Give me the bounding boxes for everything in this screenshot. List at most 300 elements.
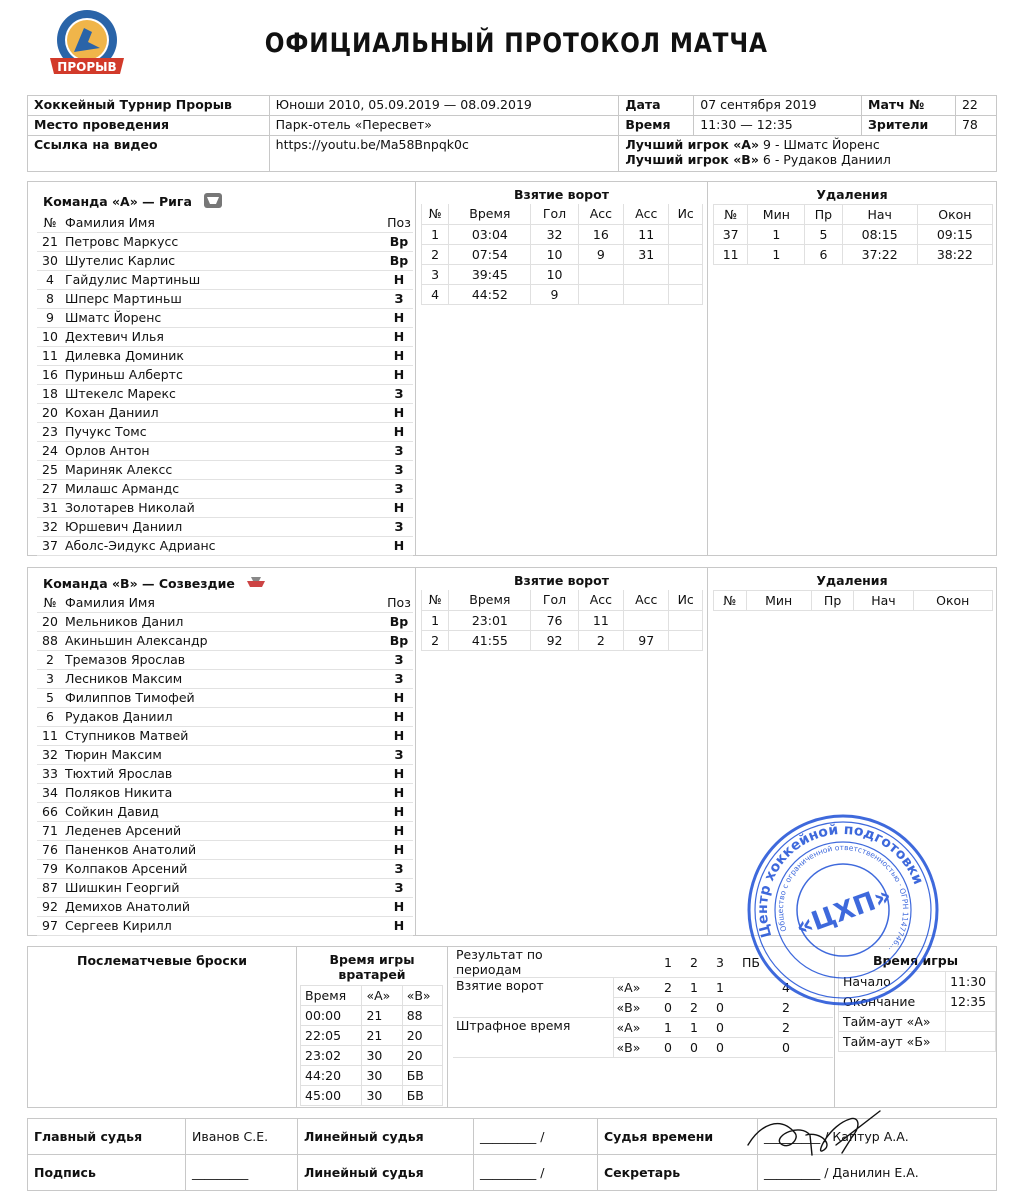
team-a-goals-title: Взятие ворот — [514, 187, 609, 202]
penalty-row — [714, 225, 993, 245]
player-position: Н — [385, 802, 413, 821]
player-number: 79 — [37, 859, 63, 878]
column-header: «В» — [402, 986, 442, 1006]
shootout-title: Послематчевые броски — [76, 953, 247, 968]
column-header: Асс — [578, 204, 623, 224]
player-position: Н — [385, 346, 413, 365]
team-b-logo — [245, 575, 267, 592]
best-a-value: 9 - Шматс Йоренс — [763, 137, 880, 152]
match-info-table — [27, 95, 997, 172]
player-number: 92 — [37, 897, 63, 916]
column-header: Асс — [624, 590, 669, 610]
game-time-value — [946, 1032, 996, 1052]
player-position: Н — [385, 365, 413, 384]
team-a-tag: «А» — [613, 978, 661, 998]
player-name: Шматс Йоренс — [63, 308, 385, 327]
pim-a-p3: 0 — [713, 1018, 739, 1038]
table-cell — [624, 264, 669, 284]
player-name: Орлов Антон — [63, 441, 385, 460]
player-position: Вр — [385, 631, 413, 650]
player-row — [37, 612, 413, 631]
player-position: Н — [385, 726, 413, 745]
player-position: Н — [385, 403, 413, 422]
tournament-value: Юноши 2010, 05.09.2019 — 08.09.2019 — [269, 96, 619, 116]
player-name: Колпаков Арсений — [63, 859, 385, 878]
player-number: 87 — [37, 878, 63, 897]
table-cell: 30 — [362, 1046, 402, 1066]
player-position: Н — [385, 327, 413, 346]
table-cell: 23:02 — [301, 1046, 362, 1066]
pim-b-total: 0 — [779, 1038, 833, 1058]
team-b-goals-table — [421, 590, 703, 651]
table-cell: 30 — [362, 1086, 402, 1106]
chief-referee-label: Главный судья — [28, 1119, 186, 1155]
player-row — [37, 859, 413, 878]
player-name: Кохан Даниил — [63, 403, 385, 422]
period-shootout-head: ПБ — [739, 947, 779, 978]
player-row — [37, 308, 413, 327]
player-number: 32 — [37, 745, 63, 764]
table-cell: 30 — [362, 1066, 402, 1086]
col-number: № — [37, 213, 63, 232]
best-b-label: Лучший игрок «В» — [625, 152, 759, 167]
player-name: Леденев Арсений — [63, 821, 385, 840]
team-b-penalties-title: Удаления — [816, 573, 888, 588]
table-cell: 44:52 — [449, 284, 531, 304]
column-header: Гол — [531, 590, 578, 610]
table-cell: 2 — [422, 630, 449, 650]
venue-label: Место проведения — [28, 116, 270, 136]
player-position: З — [385, 289, 413, 308]
player-position: Н — [385, 764, 413, 783]
player-position: З — [385, 745, 413, 764]
chief-referee-value: Иванов С.Е. — [186, 1119, 298, 1155]
column-header: Время — [449, 204, 531, 224]
period-2-head: 2 — [687, 947, 713, 978]
player-number: 31 — [37, 498, 63, 517]
player-position: Н — [385, 498, 413, 517]
spectators-label: Зрители — [862, 116, 956, 136]
table-cell: 07:54 — [449, 244, 531, 264]
goals-b-p3: 0 — [713, 998, 739, 1018]
player-position: З — [385, 441, 413, 460]
player-number: 37 — [37, 536, 63, 555]
table-cell: 22:05 — [301, 1026, 362, 1046]
table-cell: 1 — [422, 610, 449, 630]
team-b-goals-title: Взятие ворот — [514, 573, 609, 588]
player-name: Ступников Матвей — [63, 726, 385, 745]
player-row — [37, 764, 413, 783]
linesman-2-value: _________ / — [474, 1155, 598, 1191]
team-a-tag: «А» — [613, 1018, 661, 1038]
video-link[interactable]: https://youtu.be/Ma58Bnpqk0c — [269, 136, 619, 172]
player-row — [37, 517, 413, 536]
table-cell: 37:22 — [842, 245, 917, 265]
player-number: 9 — [37, 308, 63, 327]
player-name: Юршевич Даниил — [63, 517, 385, 536]
player-number: 27 — [37, 479, 63, 498]
goals-row-label: Взятие ворот — [453, 978, 613, 1018]
player-name: Пучукс Томс — [63, 422, 385, 441]
player-row — [37, 346, 413, 365]
game-time-row — [839, 1032, 996, 1052]
column-header: Мин — [748, 205, 805, 225]
column-header: № — [714, 205, 748, 225]
game-time-label: Окончание — [839, 992, 946, 1012]
player-name: Тюхтий Ярослав — [63, 764, 385, 783]
player-number: 88 — [37, 631, 63, 650]
player-row — [37, 441, 413, 460]
player-row — [37, 498, 413, 517]
pim-a-total: 2 — [779, 1018, 833, 1038]
table-cell: 21 — [362, 1026, 402, 1046]
player-row — [37, 897, 413, 916]
column-header: Мин — [746, 591, 811, 611]
player-name: Дехтевич Илья — [63, 327, 385, 346]
column-header: Окон — [913, 591, 993, 611]
player-row — [37, 327, 413, 346]
time-value: 11:30 — 12:35 — [694, 116, 862, 136]
team-a-title — [43, 189, 224, 214]
venue-value: Парк-отель «Пересвет» — [269, 116, 619, 136]
official-stamp — [745, 812, 941, 1008]
player-number: 32 — [37, 517, 63, 536]
game-time-value: 12:35 — [946, 992, 996, 1012]
player-number: 24 — [37, 441, 63, 460]
date-value: 07 сентября 2019 — [694, 96, 862, 116]
stamp-center-text: «ЦХП» — [791, 880, 896, 943]
player-name: Паненков Анатолий — [63, 840, 385, 859]
goals-a-p1: 2 — [661, 978, 687, 998]
game-time-value — [946, 1012, 996, 1032]
column-header: № — [422, 590, 449, 610]
team-a-goals-table — [421, 204, 703, 305]
goals-b-p2: 2 — [687, 998, 713, 1018]
signature-value: _________ — [186, 1155, 298, 1191]
col-position: Поз — [385, 593, 413, 612]
table-cell: 32 — [531, 224, 578, 244]
goalie-time-table — [300, 985, 443, 1106]
player-number: 21 — [37, 232, 63, 251]
table-cell: 9 — [578, 244, 623, 264]
player-row — [37, 384, 413, 403]
player-name: Дилевка Доминик — [63, 346, 385, 365]
player-number: 34 — [37, 783, 63, 802]
player-row — [37, 745, 413, 764]
goal-row — [422, 244, 703, 264]
goalie-row — [301, 1066, 443, 1086]
goal-row — [422, 284, 703, 304]
pim-b-so — [739, 1038, 779, 1058]
timekeeper-label: Судья времени — [598, 1119, 758, 1155]
player-number: 71 — [37, 821, 63, 840]
game-time-title: Время игры — [872, 953, 959, 968]
player-row — [37, 726, 413, 745]
player-name: Золотарев Николай — [63, 498, 385, 517]
table-cell: 2 — [578, 630, 623, 650]
table-cell: 21 — [362, 1006, 402, 1026]
team-b-tag: «В» — [613, 1038, 661, 1058]
team-a-roster — [28, 182, 416, 555]
player-name: Поляков Никита — [63, 783, 385, 802]
goalie-row — [301, 1026, 443, 1046]
player-row — [37, 688, 413, 707]
best-a-label: Лучший игрок «А» — [625, 137, 760, 152]
table-cell: 11 — [714, 245, 748, 265]
player-name: Петровс Маркусс — [63, 232, 385, 251]
player-row — [37, 403, 413, 422]
player-row — [37, 251, 413, 270]
table-cell: 97 — [624, 630, 669, 650]
player-name: Шишкин Георгий — [63, 878, 385, 897]
linesman-2-label: Линейный судья — [298, 1155, 474, 1191]
table-cell: 11 — [624, 224, 669, 244]
column-header: Пр — [811, 591, 854, 611]
team-b-goals — [416, 568, 708, 935]
pim-b-p2: 0 — [687, 1038, 713, 1058]
table-cell: 92 — [531, 630, 578, 650]
player-name: Сергеев Кирилл — [63, 916, 385, 935]
player-number: 4 — [37, 270, 63, 289]
column-header: Нач — [842, 205, 917, 225]
player-number: 3 — [37, 669, 63, 688]
stamp-ring-outer: Центр хоккейной подготовки — [754, 821, 927, 940]
goals-a-total: 4 — [779, 978, 833, 998]
player-number: 6 — [37, 707, 63, 726]
column-header: Асс — [624, 204, 669, 224]
goalie-row — [301, 1086, 443, 1106]
player-name: Мельников Данил — [63, 612, 385, 631]
table-cell: 45:00 — [301, 1086, 362, 1106]
table-cell: 5 — [805, 225, 842, 245]
player-name: Сойкин Давид — [63, 802, 385, 821]
player-row — [37, 631, 413, 650]
player-position: Н — [385, 308, 413, 327]
player-position: З — [385, 384, 413, 403]
team-b-tag: «В» — [613, 998, 661, 1018]
team-b-title — [43, 575, 267, 592]
table-cell: 44:20 — [301, 1066, 362, 1086]
team-b-roster — [28, 568, 416, 935]
player-row — [37, 669, 413, 688]
handwritten-signature — [740, 1105, 890, 1165]
player-row — [37, 479, 413, 498]
player-name: Шперс Мартиньш — [63, 289, 385, 308]
pim-a-p2: 1 — [687, 1018, 713, 1038]
table-cell: 10 — [531, 264, 578, 284]
table-cell: 37 — [714, 225, 748, 245]
player-position: З — [385, 650, 413, 669]
goals-b-p1: 0 — [661, 998, 687, 1018]
table-cell: 23:01 — [449, 610, 531, 630]
logo-text: ПРОРЫВ — [57, 60, 117, 74]
column-header: Ис — [669, 204, 703, 224]
linesman-1-label: Линейный судья — [298, 1119, 474, 1155]
best-players — [619, 136, 997, 172]
player-number: 20 — [37, 612, 63, 631]
table-cell — [669, 630, 703, 650]
pim-b-p1: 0 — [661, 1038, 687, 1058]
column-header: Гол — [531, 204, 578, 224]
goal-row — [422, 224, 703, 244]
table-cell: 09:15 — [917, 225, 992, 245]
table-cell: 88 — [402, 1006, 442, 1026]
player-position: Н — [385, 840, 413, 859]
table-cell — [669, 244, 703, 264]
col-name: Фамилия Имя — [63, 213, 385, 232]
spectators-value: 78 — [955, 116, 996, 136]
player-row — [37, 270, 413, 289]
goalie-row — [301, 1006, 443, 1026]
table-cell: 00:00 — [301, 1006, 362, 1026]
player-name: Штекелс Марекс — [63, 384, 385, 403]
player-position: Вр — [385, 612, 413, 631]
period-results-title: Результат по периодам — [453, 947, 613, 978]
goals-a-p2: 1 — [687, 978, 713, 998]
column-header: Время — [449, 590, 531, 610]
team-a-players-table — [37, 213, 413, 556]
table-cell: 20 — [402, 1046, 442, 1066]
table-cell: 11 — [578, 610, 623, 630]
player-number: 66 — [37, 802, 63, 821]
goals-b-total: 2 — [779, 998, 833, 1018]
player-number: 20 — [37, 403, 63, 422]
table-cell: 6 — [805, 245, 842, 265]
linesman-1-value: _________ / — [474, 1119, 598, 1155]
player-position: Н — [385, 422, 413, 441]
player-row — [37, 536, 413, 555]
table-cell: 16 — [578, 224, 623, 244]
table-cell: 08:15 — [842, 225, 917, 245]
player-name: Аболс-Эидукс Адрианс — [63, 536, 385, 555]
player-name: Демихов Анатолий — [63, 897, 385, 916]
table-cell: 20 — [402, 1026, 442, 1046]
table-cell: 31 — [624, 244, 669, 264]
penalty-row — [714, 245, 993, 265]
table-cell — [624, 610, 669, 630]
player-row — [37, 650, 413, 669]
table-cell — [578, 264, 623, 284]
team-b-penalties — [708, 568, 996, 611]
player-position: Вр — [385, 232, 413, 251]
player-name: Гайдулис Мартиньш — [63, 270, 385, 289]
player-number: 23 — [37, 422, 63, 441]
player-position: Н — [385, 270, 413, 289]
table-cell — [624, 284, 669, 304]
player-row — [37, 783, 413, 802]
column-header: Нач — [854, 591, 913, 611]
player-position: Вр — [385, 251, 413, 270]
column-header: «А» — [362, 986, 402, 1006]
table-cell: 1 — [748, 245, 805, 265]
player-name: Милашс Армандс — [63, 479, 385, 498]
period-1-head: 1 — [661, 947, 687, 978]
player-name: Шутелис Карлис — [63, 251, 385, 270]
tournament-label: Хоккейный Турнир Прорыв — [28, 96, 270, 116]
table-cell: 9 — [531, 284, 578, 304]
goal-row — [422, 264, 703, 284]
time-label: Время — [619, 116, 694, 136]
goal-row — [422, 610, 703, 630]
game-time-label: Тайм-аут «Б» — [839, 1032, 946, 1052]
table-cell: 1 — [748, 225, 805, 245]
table-cell: 1 — [422, 224, 449, 244]
player-position: З — [385, 479, 413, 498]
player-number: 8 — [37, 289, 63, 308]
player-row — [37, 802, 413, 821]
match-number-value: 22 — [955, 96, 996, 116]
team-a-penalties-table — [713, 204, 993, 265]
player-row — [37, 878, 413, 897]
player-name: Рудаков Даниил — [63, 707, 385, 726]
table-cell: 38:22 — [917, 245, 992, 265]
goalie-time-title: Время игры вратарей — [329, 952, 415, 982]
team-a-section — [27, 181, 997, 556]
column-header: Окон — [917, 205, 992, 225]
column-header: Время — [301, 986, 362, 1006]
player-row — [37, 232, 413, 251]
table-cell: 41:55 — [449, 630, 531, 650]
player-number: 10 — [37, 327, 63, 346]
col-position: Поз — [385, 213, 413, 232]
player-position: З — [385, 517, 413, 536]
pim-row-label: Штрафное время — [453, 1018, 613, 1058]
player-name: Тюрин Максим — [63, 745, 385, 764]
pim-b-p3: 0 — [713, 1038, 739, 1058]
column-header: № — [422, 204, 449, 224]
document-title: ОФИЦИАЛЬНЫЙ ПРОТОКОЛ МАТЧА — [264, 28, 768, 59]
player-position: З — [385, 460, 413, 479]
player-position: З — [385, 878, 413, 897]
player-number: 16 — [37, 365, 63, 384]
best-b-value: 6 - Рудаков Даниил — [762, 152, 891, 167]
player-name: Акиньшин Александр — [63, 631, 385, 650]
player-row — [37, 707, 413, 726]
player-number: 2 — [37, 650, 63, 669]
timekeeper-value: _________ / Каптур А.А. — [758, 1119, 997, 1155]
player-number: 33 — [37, 764, 63, 783]
player-name: Филиппов Тимофей — [63, 688, 385, 707]
table-cell — [669, 284, 703, 304]
player-name: Лесников Максим — [63, 669, 385, 688]
goalie-row — [301, 1046, 443, 1066]
table-cell: БВ — [402, 1086, 442, 1106]
player-name: Мариняк Алексс — [63, 460, 385, 479]
team-a-title-text: Команда «А» — Рига — [43, 194, 192, 209]
team-b-penalties-table — [713, 590, 993, 611]
pim-a-so — [739, 1018, 779, 1038]
pim-a-p1: 1 — [661, 1018, 687, 1038]
player-number: 11 — [37, 346, 63, 365]
player-row — [37, 365, 413, 384]
table-cell: БВ — [402, 1066, 442, 1086]
player-position: Н — [385, 821, 413, 840]
stamp-ring-inner: Общество с ограниченной ответственностью · ОГРН 1147746… — [775, 842, 911, 954]
column-header: Пр — [805, 205, 842, 225]
table-cell: 03:04 — [449, 224, 531, 244]
goals-a-p3: 1 — [713, 978, 739, 998]
goalie-time — [296, 947, 448, 1107]
player-number: 5 — [37, 688, 63, 707]
game-time-label: Тайм-аут «А» — [839, 1012, 946, 1032]
player-position: З — [385, 859, 413, 878]
player-position: Н — [385, 536, 413, 555]
table-cell — [578, 284, 623, 304]
player-position: Н — [385, 783, 413, 802]
spacer — [613, 947, 661, 978]
player-row — [37, 422, 413, 441]
team-b-players-table — [37, 593, 413, 936]
